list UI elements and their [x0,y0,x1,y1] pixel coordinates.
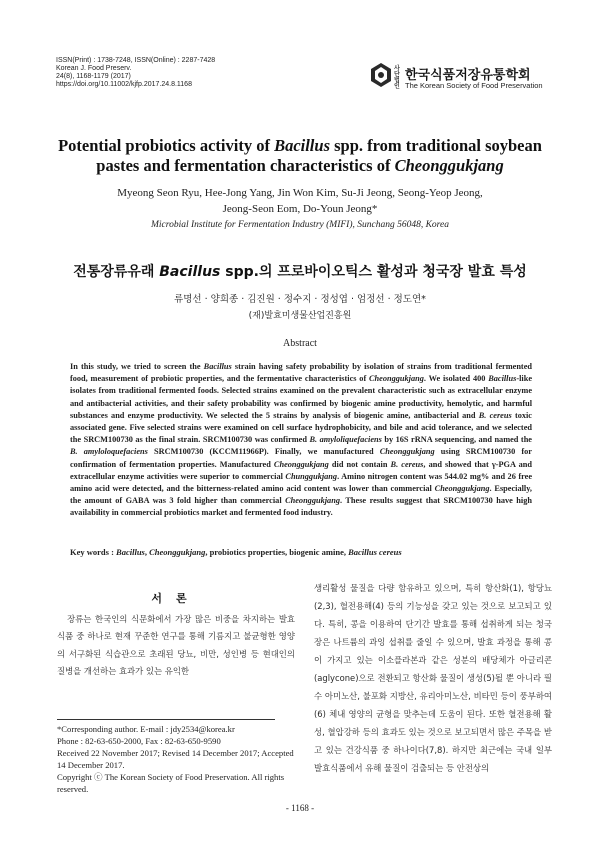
keywords: Key words : Bacillus, Cheonggukjang, probiotics properties, biogenic amine, Bacillus cereus [70,547,402,557]
copyright: Copyright ⓒ The Korean Society of Food Preservation. All rights reserved. [57,772,285,794]
title-genus: Bacillus [274,136,330,155]
title-food: Cheonggukjang [394,156,504,175]
paper-title-english [40,136,560,176]
society-prefix: 사단 법인 [394,65,400,90]
journal-name: Korean J. Food Preserv. [56,65,132,72]
footnote-divider [57,719,275,720]
author-list [40,185,560,217]
footnote [57,723,295,795]
author-line: Myeong Seon Ryu, Hee-Jong Yang, Jin Won Kim, Su-Ji Jeong, Seong-Yeop Jeong, [117,187,483,199]
abstract-body: In this study, we tried to screen the Bacillus strain having safety probability by isolation of strains from traditional fermented food, measurement of probiotic properties, and the fermentative characteristics of Cheonggukjang. We isolated 400 Bacillus-like isolates from traditional fermented foods. Selected strains examined on the prevalent characteristic such as extracellular enzyme and antibacterial activities, and their safety probability was confirmed by biogenic amine productivity, hemolytic, and harmful substances and enzyme productivity. We selected the 5 strains by analysis of biogenic amine, antibacterial and B. cereus toxic associated gene. Five selected strains were examined on cell surface hydrophobicity, and bile and acid tolerance, and we selected the SRCM100730 as the final strain. SRCM100730 was confirmed B. amyloliquefaciens by 16S rRNA sequencing, and named the B. amyloloquefaciens SRCM100730 (KCCM11966P). Finally, we manufactured Cheonggukjang using SRCM100730 for confirmation of fermentation properties. Manufactured Cheonggukjang did not contain B. cereus, and showed that γ-PGA and extracellular enzyme activities were superior to commercial Chunggukjang. Amino nitrogen content was 544.02 mg% and 26 free amino acid were detected, and the bitterness-related amino acid content was lower than commercial Cheonggukjang. Especially, the amount of GABA was 3 fold higher than commercial Cheonggukjang. These results suggest that SRCM100730 have high availability in commercial probiotics market and fermented food industry. [70,362,532,518]
volume-line: 24(8), 1168-1179 (2017) [56,73,131,80]
paper-title-korean [40,261,560,281]
title-ko-text: 전통장류유래 [73,264,160,280]
section-heading-introduction: 서론 [151,592,201,605]
affiliation-korean: (재)발효미생물산업진흥원 [248,311,352,321]
title-text: Potential probiotics activity of [58,136,275,155]
contact-phone: Phone : 82-63-650-2000, Fax : 82-63-650-9590 [57,736,221,746]
author-line: Jeong-Seon Eom, Do-Youn Jeong* [222,203,378,215]
received-dates: Received 22 November 2017; Revised 14 December 2017; Accepted 14 December 2017. [57,748,294,770]
title-ko-genus: Bacillus [159,264,221,280]
author-list-korean: 류명선 · 양희종 · 김진원 · 정수지 · 정성엽 · 엄정선 · 정도연* [174,294,426,305]
page-number: - 1168 - [285,803,315,813]
title-text: spp. from traditional soybean pastes and fermentation characteristics of [96,136,542,175]
society-name-korean: 한국식품저장유통학회 [405,68,531,83]
society-logo [370,62,560,96]
doi-link[interactable]: https://doi.org/10.11002/kjfp.2017.24.8.1168 [56,81,192,88]
title-ko-text: spp.의 프로바이오틱스 활성과 청국장 발효 특성 [220,264,527,280]
abstract-heading: Abstract [283,338,317,349]
journal-info [56,57,215,89]
body-text-right-column: 생리활성 물질을 다량 함유하고 있으며, 특히 항산화(1), 항당뇨(2,3), 혈전용해(4) 등의 기능성을 갖고 있는 것으로 보고되고 있다. 특히, 콩을 이용하여 단기간 발효를 통해 섭취하게 되는 청국장은 나트륨의 과잉 섭취를 줄일 수 있으며, 발효 과정을 통해 콩이 가지고 있는 이소플라본과 같은 성분의 배당체가 아글리콘(aglycone)으로 전환되고 항산화 물질이 생성(5)될 뿐 아니라 필수 아미노산, 불포화 지방산, 유리아미노산, 비타민 등이 풍부하여(6) 체내 영양의 균형을 맞추는데 도움이 된다. 또한 혈전용해 활성, 혈압강하 등의 효과도 있는 것으로 보고되면서 많은 주목을 받고 있는 건강식품 중 하나이다(7,8). 하지만 최근에는 국내 일부 발효식품에서 유해 물질이 검출되는 등 안전상의 [314,583,552,773]
issn-line: ISSN(Print) : 1738-7248, ISSN(Online) : 2287-7428 [56,57,216,64]
body-text-left-column: 장류는 한국인의 식문화에서 가장 많은 비중을 차지하는 발효식품 중 하나로 현재 꾸준한 연구를 통해 기름지고 불균형한 영양의 서구화된 식습관으로 초래된 당뇨, 비만, 성인병 등 현대인의 질병을 개선하는 효과가 있는 유익한 [57,614,295,677]
society-emblem-icon [370,62,392,88]
affiliation: Microbial Institute for Fermentation Industry (MIFI), Sunchang 56048, Korea [151,220,449,230]
society-name-english: The Korean Society of Food Preservation [405,81,543,90]
corresponding-author: *Corresponding author. E-mail : jdy2534@korea.kr [57,724,235,734]
